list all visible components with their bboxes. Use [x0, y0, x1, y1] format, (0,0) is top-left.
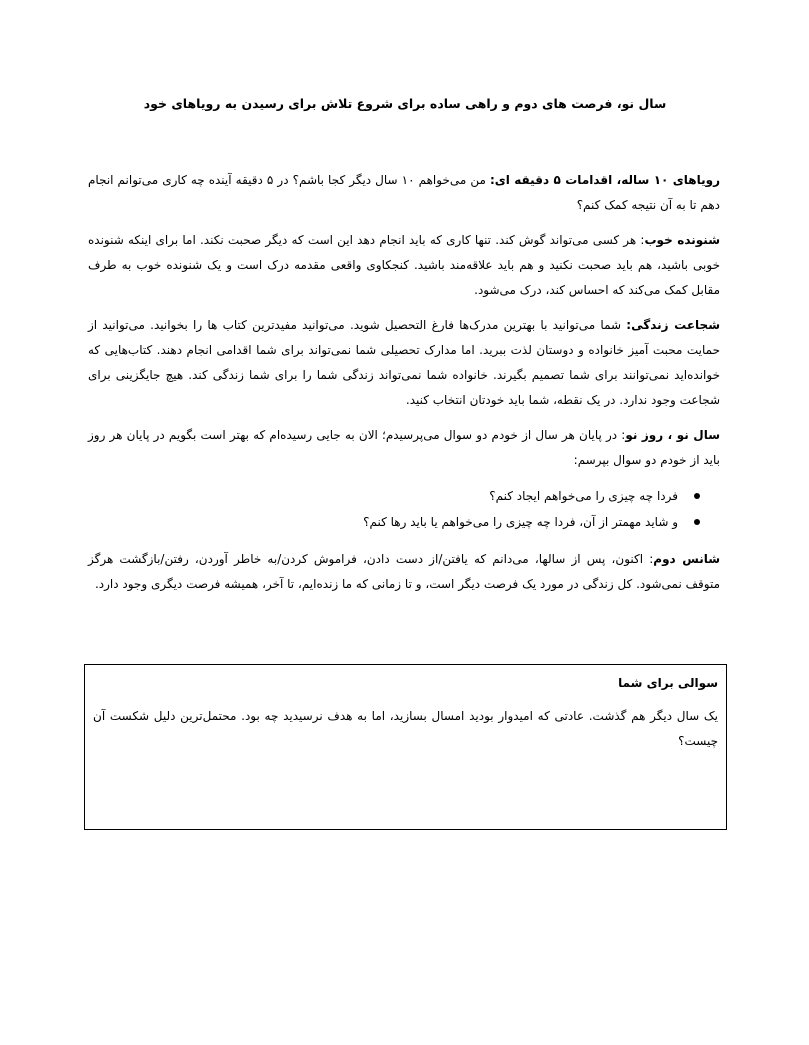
document-body — [88, 168, 720, 607]
paragraph-text: من می‌خواهم ۱۰ سال دیگر کجا باشم؟ در ۵ دقیقه آینده چه کاری می‌توانم انجام دهم تا به آن نتیجه کمک کنم؟ — [88, 173, 720, 212]
paragraph-ten-year-dreams — [88, 168, 720, 218]
bullet-icon — [694, 519, 700, 525]
list-item-text: فردا چه چیزی را می‌خواهم ایجاد کنم؟ — [489, 489, 678, 503]
list-item-text: و شاید مهمتر از آن، فردا چه چیزی را می‌خواهم یا باید رها کنم؟ — [363, 515, 678, 529]
list-item — [88, 509, 700, 535]
paragraph-heading: سال نو ، روز نو — [625, 428, 720, 442]
paragraph-heading: شجاعت زندگی: — [626, 318, 720, 332]
question-box-heading: سوالی برای شما — [618, 676, 718, 690]
bullet-icon — [694, 493, 700, 499]
paragraph-new-year — [88, 423, 720, 473]
paragraph-text: : در پایان هر سال از خودم دو سوال می‌پرسیدم؛ الان به جایی رسیده‌ام که بهتر است بگویم در پایان هر روز باید از خودم دو سوال بپرسم: — [88, 428, 720, 467]
paragraph-text: : اکنون، پس از سالها، می‌دانم که یافتن/از دست دادن، فراموش کردن/به خاطر آوردن، رفتن/بازگشت هرگز متوقف نمی‌شود. کل زندگی در مورد یک فرصت دیگر است، و تا زمانی که ما زنده‌ایم، تا آخر، همیشه فرصت دیگری وجود دارد. — [88, 552, 720, 591]
question-box-text: یک سال دیگر هم گذشت. عادتی که امیدوار بودید امسال بسازید، اما به هدف نرسیدید چه بود. محتمل‌ترین دلیل شکست آن چیست؟ — [93, 709, 718, 748]
list-item — [88, 483, 700, 509]
paragraph-text: شما می‌توانید با بهترین مدرک‌ها فارغ التحصیل شوید. می‌توانید مفیدترین کتاب ها را بخوانید. می‌توانید از حمایت محبت آمیز خانواده و دوستان لذت ببرید. اما مدارک تحصیلی شما نمی‌تواند برای شما اقدامی انجام دهند. کتاب‌هایی که خوانده‌اید نمی‌توانند برای شما تصمیم بگیرند. خانواده شما نمی‌تواند زندگی شما را برای شما زندگی کند. هیچ جایگزینی برای شجاعت وجود ندارد. در یک نقطه، شما باید خودتان انتخاب کنید. — [88, 318, 720, 407]
document-title: سال نو، فرصت های دوم و راهی ساده برای شروع تلاش برای رسیدن به رویاهای خود — [143, 96, 667, 111]
paragraph-life-courage — [88, 313, 720, 413]
paragraph-text: : هر کسی می‌تواند گوش کند. تنها کاری که باید انجام دهد این است که دیگر صحبت نکند. اما برای اینکه شنونده خوبی باشید، هم باید صحبت نکنید و هم باید علاقه‌مند باشید. کنجکاوی واقعی مقدمه درک است و یک شنونده خوب به طرف مقابل کمک می‌کند که احساس کند، درک می‌شود. — [88, 233, 720, 297]
paragraph-good-listener — [88, 228, 720, 303]
paragraph-second-chance — [88, 547, 720, 597]
paragraph-heading: شنونده خوب — [644, 233, 721, 247]
question-box — [84, 664, 727, 830]
question-list — [88, 483, 720, 535]
paragraph-heading: رویاهای ۱۰ ساله، اقدامات ۵ دقیقه ای: — [489, 173, 721, 187]
paragraph-heading: شانس دوم — [653, 552, 720, 566]
